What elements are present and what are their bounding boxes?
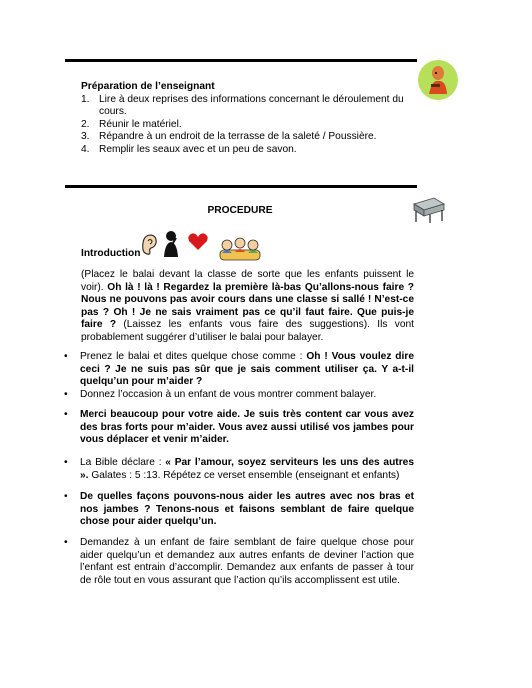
- introduction-label: Introduction: [81, 248, 141, 259]
- list-item: • Prenez le balai et dites quelque chose comme : Oh ! Vous voulez dire ceci ? Je ne suis pas sûr que je sais comment utiliser ça. Y a-t-il quelqu’un pour m’aider ?: [64, 351, 414, 388]
- list-item: 1. Lire à deux reprises des informations concernant le déroulement du cours.: [81, 93, 404, 118]
- heart-icon: [187, 232, 209, 252]
- intro-paragraph: (Placez le balai devant la classe de sorte que les enfants puissent le voir). Oh là ! là ! Regardez la première là-bas Qu’allons-nous faire ? Nous ne pouvons pas avoir cours dans une classe si sallé ! N’est-ce pas ? Oh ! Je ne sais vraiment pas ce qu’il faut faire. Que puis-je faire ? (Laissez les enfants vous faire des suggestions). Ils vont probablement suggérer d’utiliser le balai pour balayer.: [81, 269, 414, 343]
- procedure-heading: PROCEDURE: [207, 205, 273, 216]
- desk-icon: [410, 194, 446, 224]
- list-item: 3. Répandre à un endroit de la terrasse de la saleté / Poussière.: [81, 131, 377, 143]
- list-item: 4. Remplir les seaux avec et un peu de savon.: [81, 143, 297, 155]
- list-item: • Merci beaucoup pour votre aide. Je suis très content car vous avez des bras forts pour m’aider. Vous avez aussi utilisé vos jambes pour vous déplacer et venir m’aider.: [64, 409, 414, 446]
- preparation-title: Préparation de l’enseignant: [81, 81, 215, 92]
- top-rule: [65, 59, 417, 62]
- praying-child-icon: [160, 230, 182, 258]
- list-item: 2. Réunir le matériel.: [81, 118, 182, 130]
- list-item: • De quelles façons pouvons-nous aider les autres avec nos bras et nos jambes ? Tenons-nous et faisons semblant de faire quelque chose pour aider quelqu’un.: [64, 491, 414, 528]
- list-item: • Demandez à un enfant de faire semblant de faire quelque chose pour aider quelqu’un et demandez aux autres enfants de deviner l’action que l’enfant est entrain d’accomplir. Demandez aux enfants de passer à tour de rôle tout en vous assurant que l’action qu’ils accomplissent est utile.: [64, 537, 414, 586]
- procedure-rule: [65, 185, 417, 188]
- teacher-icon: [416, 58, 460, 102]
- preparation-section: [81, 81, 421, 157]
- preparation-list: [81, 94, 421, 157]
- children-group-icon: [218, 236, 262, 262]
- list-item: • La Bible déclare : « Par l’amour, soyez serviteurs les uns des autres ». Galates : 5 :13. Répétez ce verset ensemble (enseignant et enfants): [64, 457, 414, 481]
- list-item: • Donnez l’occasion à un enfant de vous montrer comment balayer.: [64, 389, 377, 400]
- ear-icon: [140, 233, 158, 257]
